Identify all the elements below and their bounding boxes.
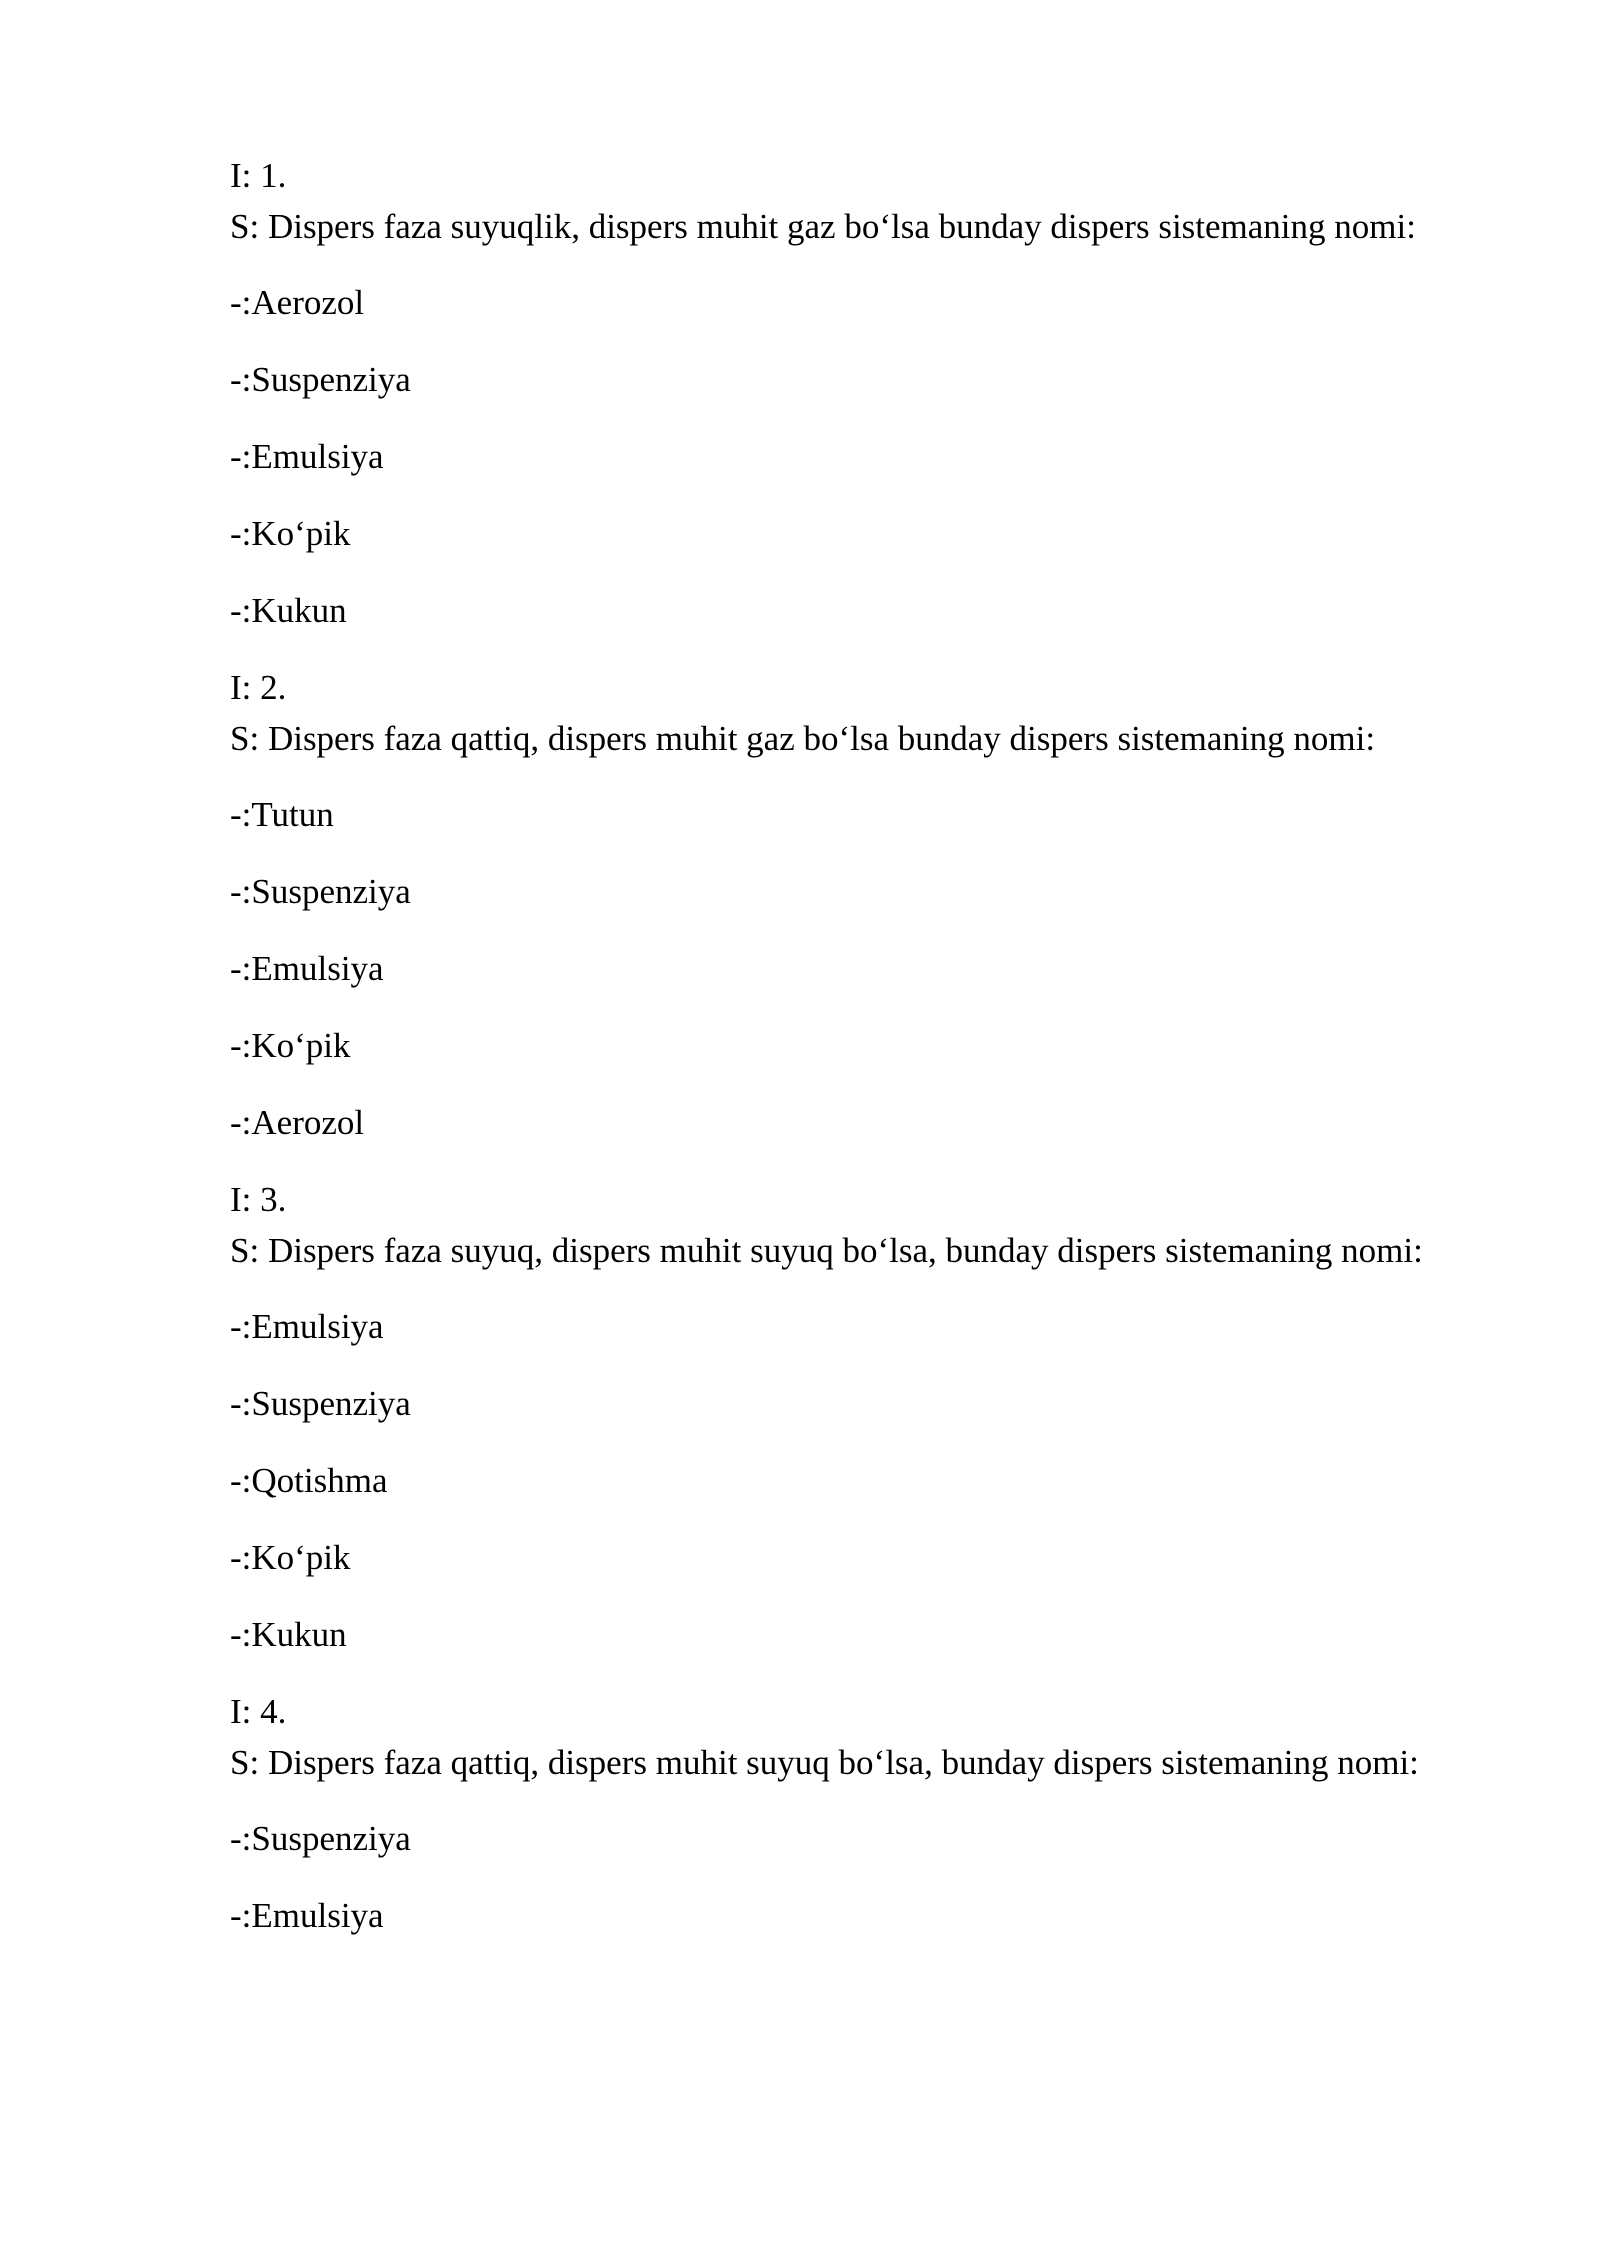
question-stem: S: Dispers faza qattiq, dispers muhit gaz bo‘lsa bunday dispers sistemaning nomi: — [230, 719, 1376, 758]
answer-option: -:Ko‘pik — [230, 514, 351, 553]
question-1 — [230, 150, 1480, 636]
question-3 — [230, 1174, 1480, 1660]
document-page — [230, 150, 1480, 1941]
answer-option: -:Aerozol — [230, 1103, 365, 1142]
question-2 — [230, 662, 1480, 1148]
question-stem: S: Dispers faza suyuq, dispers muhit suyuq bo‘lsa, bunday dispers sistemaning nomi: — [230, 1231, 1423, 1270]
question-number: I: 3. — [230, 1180, 287, 1219]
answer-option: -:Suspenziya — [230, 360, 411, 399]
answer-option: -:Emulsiya — [230, 1896, 384, 1935]
question-number: I: 1. — [230, 156, 287, 195]
answer-option: -:Ko‘pik — [230, 1538, 351, 1577]
answer-option: -:Suspenziya — [230, 1384, 411, 1423]
answer-option: -:Suspenziya — [230, 1819, 411, 1858]
answer-option: -:Emulsiya — [230, 437, 384, 476]
answer-option: -:Aerozol — [230, 283, 365, 322]
answer-option: -:Kukun — [230, 1615, 347, 1654]
answer-option: -:Tutun — [230, 795, 334, 834]
answer-option: -:Emulsiya — [230, 1307, 384, 1346]
answer-option: -:Ko‘pik — [230, 1026, 351, 1065]
question-4 — [230, 1686, 1480, 1941]
answer-option: -:Kukun — [230, 591, 347, 630]
question-stem: S: Dispers faza qattiq, dispers muhit suyuq bo‘lsa, bunday dispers sistemaning nomi: — [230, 1743, 1419, 1782]
question-stem: S: Dispers faza suyuqlik, dispers muhit gaz bo‘lsa bunday dispers sistemaning nomi: — [230, 207, 1416, 246]
question-number: I: 4. — [230, 1692, 287, 1731]
question-number: I: 2. — [230, 668, 287, 707]
answer-option: -:Suspenziya — [230, 872, 411, 911]
answer-option: -:Emulsiya — [230, 949, 384, 988]
answer-option: -:Qotishma — [230, 1461, 388, 1500]
